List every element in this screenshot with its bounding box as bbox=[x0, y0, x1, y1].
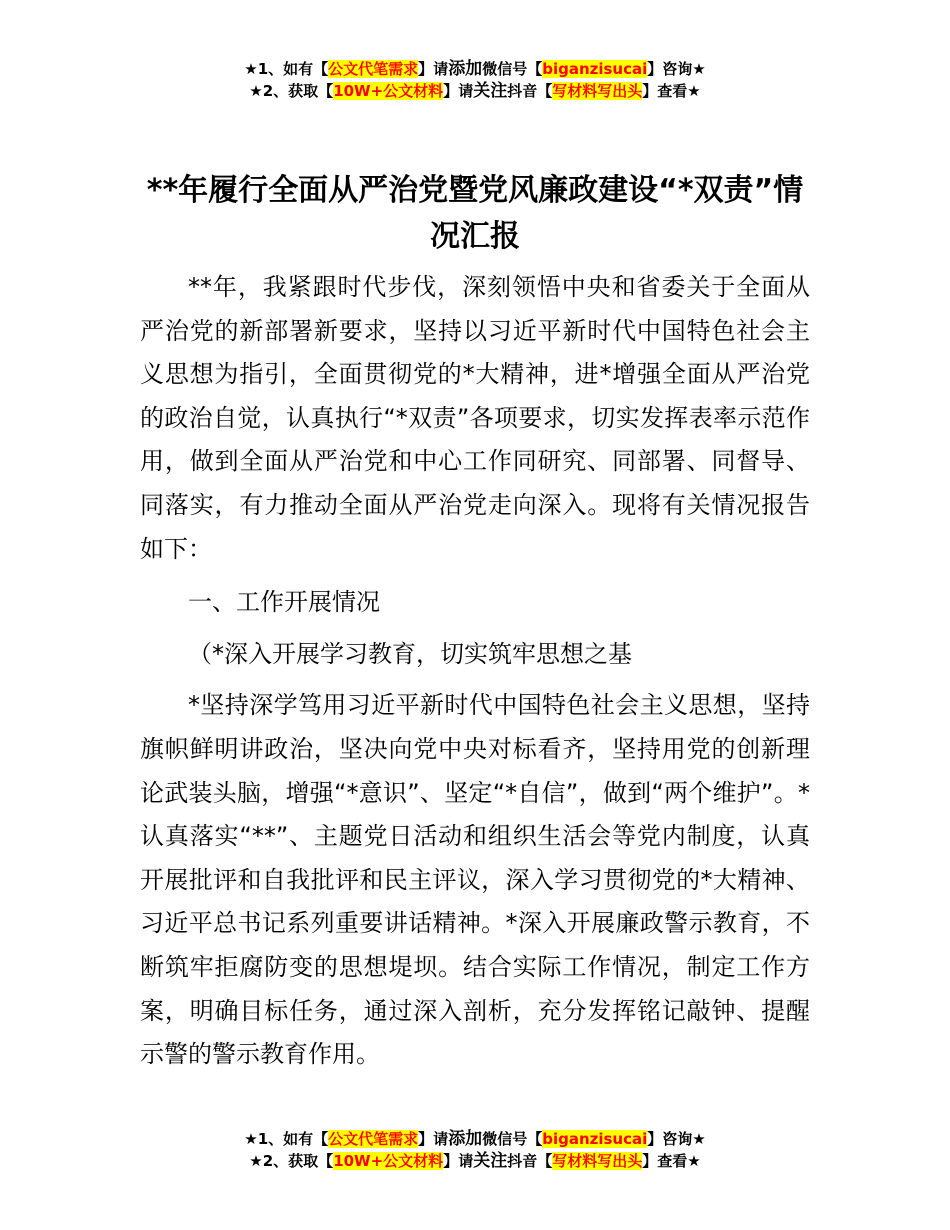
banner-highlight: biganzisucai bbox=[542, 1130, 648, 1148]
banner-text: ★1、如有【 bbox=[244, 1130, 329, 1148]
banner-line-1 bbox=[0, 58, 950, 80]
banner-text: 】请 bbox=[418, 1130, 449, 1148]
banner-text: ★2、获取【 bbox=[249, 82, 334, 100]
section-heading: 一、工作开展情况 bbox=[188, 588, 380, 617]
footer-banner bbox=[0, 1128, 950, 1172]
banner-text: 】咨询★ bbox=[647, 1130, 706, 1148]
banner-text: 抖音【 bbox=[507, 82, 553, 100]
banner-text: 】查看★ bbox=[642, 1152, 701, 1170]
banner-highlight: 10W+公文材料 bbox=[333, 1152, 444, 1170]
banner-text: ★1、如有【 bbox=[244, 60, 329, 78]
banner-emphasis: 关注 bbox=[473, 1151, 508, 1171]
banner-text: 】请 bbox=[443, 1152, 474, 1170]
banner-text: ★2、获取【 bbox=[249, 1152, 334, 1170]
document-title: **年履行全面从严治党暨党风廉政建设“*双责”情况汇报 bbox=[146, 173, 804, 254]
banner-text: 微信号【 bbox=[482, 60, 543, 78]
banner-highlight: 写材料写出头 bbox=[552, 82, 643, 100]
banner-emphasis: 添加 bbox=[448, 1129, 483, 1149]
banner-line-2 bbox=[0, 80, 950, 102]
banner-highlight: biganzisucai bbox=[542, 60, 648, 78]
banner-emphasis: 关注 bbox=[473, 81, 508, 101]
banner-line-2 bbox=[0, 1150, 950, 1172]
body-paragraph: *坚持深学笃用习近平新时代中国特色社会主义思想，坚持旗帜鲜明讲政治，坚决向党中央对标看齐，坚持用党的创新理论武装头脑，增强“*意识”、坚定“*自信”，做到“两个维护”。*认真落实“**”、主题党日活动和组织生活会等党内制度，认真开展批评和自我批评和民主评议，深入学习贯彻党的*大精神、习近平总书记系列重要讲话精神。*深入开展廉政警示教育，不断筑牢拒腐防变的思想堤坝。结合实际工作情况，制定工作方案，明确目标任务，通过深入剖析，充分发挥铭记敲钟、提醒示警的警示教育作用。 bbox=[140, 691, 810, 1069]
intro-paragraph: **年，我紧跟时代步伐，深刻领悟中央和省委关于全面从严治党的新部署新要求，坚持以习近平新时代中国特色社会主义思想为指引，全面贯彻党的*大精神，进*增强全面从严治党的政治自觉，认真执行“*双责”各项要求，切实发挥表率示范作用，做到全面从严治党和中心工作同研究、同部署、同督导、同落实，有力推动全面从严治党走向深入。现将有关情况报告如下： bbox=[140, 273, 810, 563]
banner-text: 】查看★ bbox=[642, 82, 701, 100]
banner-highlight: 10W+公文材料 bbox=[333, 82, 444, 100]
banner-text: 】请 bbox=[418, 60, 449, 78]
banner-highlight: 公文代笔需求 bbox=[328, 60, 419, 78]
document-body bbox=[140, 266, 810, 1077]
banner-text: 抖音【 bbox=[507, 1152, 553, 1170]
banner-highlight: 写材料写出头 bbox=[552, 1152, 643, 1170]
subsection-heading: （*深入开展学习教育，切实筑牢思想之基 bbox=[188, 639, 632, 668]
header-banner bbox=[0, 58, 950, 102]
banner-highlight: 公文代笔需求 bbox=[328, 1130, 419, 1148]
banner-emphasis: 添加 bbox=[448, 59, 483, 79]
banner-text: 】咨询★ bbox=[647, 60, 706, 78]
banner-line-1 bbox=[0, 1128, 950, 1150]
banner-text: 】请 bbox=[443, 82, 474, 100]
banner-text: 微信号【 bbox=[482, 1130, 543, 1148]
